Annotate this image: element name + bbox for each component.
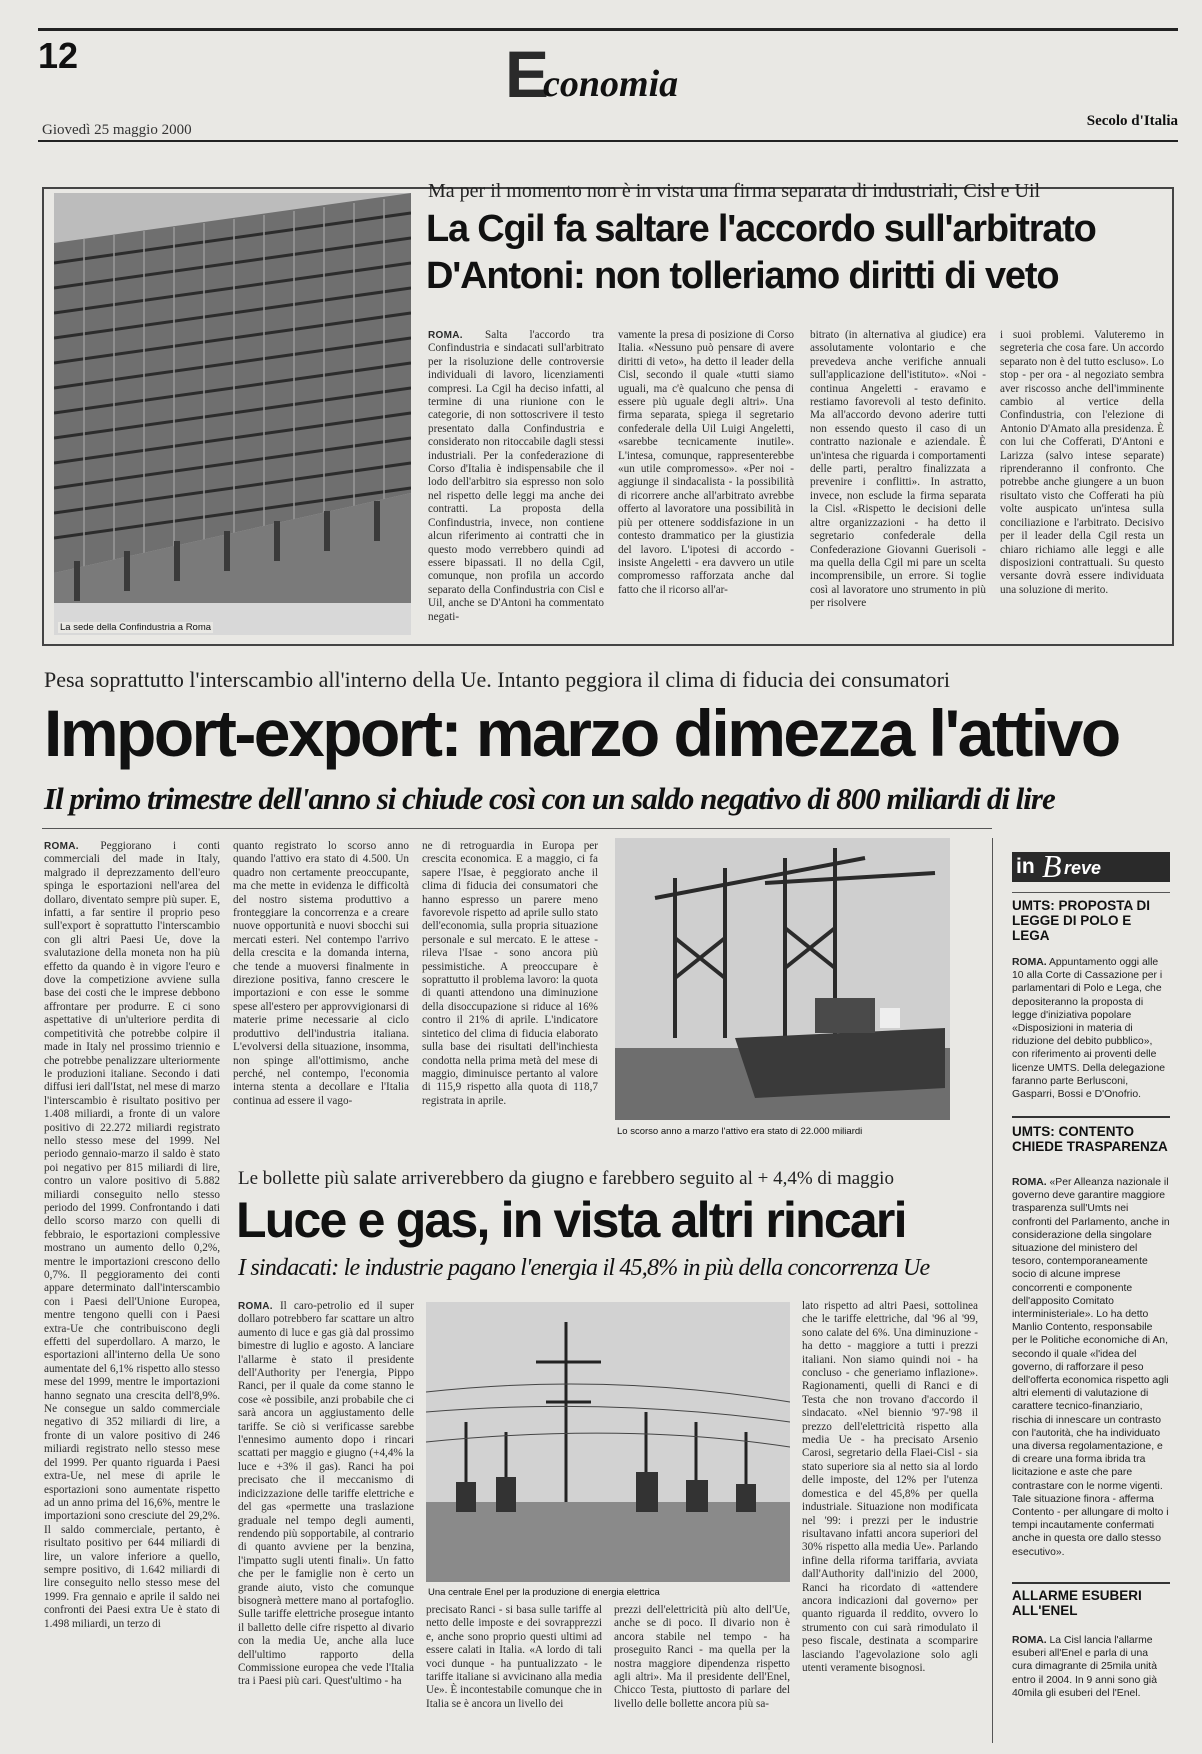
brief-1-title: UMTS: PROPOSTA DI LEGGE DI POLO E LEGA: [1012, 898, 1150, 943]
brief-3-title: ALLARME ESUBERI ALL'ENEL: [1012, 1588, 1142, 1618]
publication-name: Secolo d'Italia: [1086, 113, 1178, 129]
brief-2-body: [1012, 1176, 1170, 1574]
dateline: ROMA.: [1012, 1635, 1047, 1646]
brief-2-title: UMTS: CONTENTO CHIEDE TRASPARENZA: [1012, 1124, 1168, 1154]
article-1-headline-1: La Cgil fa saltare l'accordo sull'arbitrato: [426, 208, 1096, 250]
photo-caption-1: La sede della Confindustria a Roma: [60, 622, 212, 633]
article-2-kicker: Pesa soprattutto l'interscambio all'interno della Ue. Intanto peggiora il clima di fiducia dei consumatori: [44, 667, 951, 692]
brief-2-rule: [1012, 1116, 1170, 1118]
brief-3-body: [1012, 1634, 1170, 1744]
section-name: conomia: [543, 63, 679, 105]
section-title: [505, 37, 679, 111]
cranes-illustration: [615, 838, 950, 1120]
article-3-column-2: precisato Ranci - si basa sulle tariffe al netto delle imposte e dei sovrapprezzi e, anche sono proprio questi ultimi ad essere calati in Italia. «A lordo di tali voci dunque - ha puntualizzato - le tariffe italiane si avvicinano alla media Ue». È incontestabile comunque che in Italia se è ancora un livello dei: [426, 1604, 602, 1710]
in-breve-prefix: in: [1016, 855, 1035, 878]
article-1-headline-2: D'Antoni: non tolleriamo diritti di veto: [426, 255, 1059, 297]
dateline: ROMA.: [238, 1301, 273, 1312]
section-initial: E: [505, 37, 550, 111]
article-3-subhead: I sindacati: le industrie pagano l'energia il 45,8% in più della concorrenza Ue: [238, 1255, 930, 1281]
article-1-column-2: vamente la presa di posizione di Corso Italia. «Nessuno può pensare di avere diritti di veto», ha detto il leader della Cisl, secondo il quale «tutti siamo uguali, ma c'è qualcuno che pensa di essere più uguale degli altri». Una firma separata, spiega il segretario confederale della Uil Luigi Angeletti, «sarebbe tecnicamente inutile». L'intesa, comunque, rappresenterebbe «un utile compromesso». «Per noi - aggiunge il sindacalista - la possibilità di ricorrere anche all'arbitrato avrebbe offerto al lavoratore una possibilità in più per ottenere soddisfazione in un contesto drammatico per la giustizia del lavoro. L'ipotesi di accordo - insiste Angeletti - era davvero un utile compromesso rafforzata anche dal fatto che il ricorso all'ar-: [618, 329, 794, 596]
photo-caption-3: Una centrale Enel per la produzione di energia elettrica: [428, 1587, 660, 1598]
dateline: ROMA.: [44, 841, 79, 852]
sidebar-divider: [992, 838, 993, 1743]
article-1-text-1: Salta l'accordo tra Confindustria e sindacati sull'arbitrato per la risoluzione delle controversie individuali di lavoro, licenziamenti compresi. La Cgil ha deciso infatti, al termine di una riunione con le categorie, di non sottoscrivere il testo presentato dalla Confindustria e considerato non ritoccabile dagli stessi industriali. Per la confederazione di Corso d'Italia è indispensabile che il lodo dell'arbitro sia espresso non solo nel rispetto delle leggi ma anche dei contratti. La proposta della Confindustria, invece, non contiene alcun riferimento ai contratti che in questo modo verrebbero quindi ad essere bipassati. Il no della Cgil, comunque, non profila un accordo separato della Confindustria con Cisl e Uil, anche se D'Antoni ha commentato negati-: [428, 329, 604, 623]
article-2-rule: [42, 828, 992, 829]
article-2-column-2: quanto registrato lo scorso anno quando l'attivo era stato di 4.500. Un quadro non certamente preoccupante, ma che mette in evidenza le difficoltà del nostro sistema produttivo a fronteggiare la concorrenza e a creare nuove opportunità e nuovi sbocchi sui mercati esteri. Nel contempo l'arrivo della crescita e la domanda interna, che tende a muoversi finalmente in direzione positiva, fanno crescere le importazioni e con esse le somme spese all'estero per approvvigionarsi di materie prime necessarie al ciclo produttivo dell'industria italiana. L'evolversi della situazione, insomma, non spinge all'ottimismo, anche perché, nel contempo, l'economia interna stenta a decollare e l'Italia continua ad essere il vago-: [233, 840, 409, 1107]
top-rule: [38, 28, 1178, 31]
in-breve-rest: reve: [1064, 858, 1102, 878]
brief-1-text: Appuntamento oggi alle 10 alla Corte di Cassazione per i parlamentari di Polo e Lega, che depositeranno la proposta di legge d'iniziativa popolare «Disposizioni in materia di riduzione del debito pubblico», con riferimento ai proventi delle licenze UMTS. Della delegazione faranno parte Berlusconi, Gasparri, Bossi e D'Onofrio.: [1012, 957, 1166, 1101]
brief-3-rule: [1012, 1582, 1170, 1584]
article-3-text-1: Il caro-petrolio ed il super dollaro potrebbero far scattare un altro aumento di luce e gas già dal prossimo bimestre di luglio e agosto. A lanciare l'allarme è stato il presidente dell'Authority per l'energia, Pippo Ranci, per il quale da come stanno le cose «è possibile, anzi probabile che ci sarà ancora un aggiustamento delle tariffe. Se ciò si verificasse sarebbe l'ennesimo aumento dopo i rincari scattati per maggio e giugno (+4,4% la luce e +3% il gas). Ranci ha poi precisato che il meccanismo di indicizzazione delle tariffe elettriche e del gas «permette una traslazione graduale nel tempo degli aumenti, rendendo più sopportabile, al contrario di quanto avviene per la benzina, l'impatto sugli utenti finali». Un fatto che per le famiglie non è certo un grande aiuto, visto che comunque bisognerà mettere mano al portafoglio. Sulle tariffe elettriche prosegue intanto il balletto delle cifre rispetto al divario con la media Ue, anche alla luce dell'ultimo rapporto della Commissione europea che vede l'Italia tra i Paesi più cari. Quest'ultimo - ha: [238, 1300, 414, 1688]
brief-1-body: [1012, 956, 1170, 1106]
article-3-kicker: Le bollette più salate arriverebbero da giugno e farebbero seguito al + 4,4% di maggio: [238, 1168, 894, 1189]
issue-date: Giovedì 25 maggio 2000: [42, 122, 192, 138]
article-3-column-3: prezzi dell'elettricità più alto dell'Ue, anche se di poco. Il divario non è ancora stabile nel tempo - ha proseguito Ranci - ma quella per la nostra maggiore dipendenza rispetto agli altri». Ma il presidente dell'Enel, Chicco Testa, piuttosto di parlare del livello delle bollette ancora più sa-: [614, 1604, 790, 1710]
in-breve-initial: B: [1042, 848, 1062, 884]
article-1-kicker: Ma per il momento non è in vista una firma separata di industriali, Cisl e Uil: [428, 180, 1041, 202]
article-1-column-3: bitrato (in alternativa al giudice) era assolutamente volontario e che prevedeva anche verifiche annuali sull'applicazione dell'istituto». «Noi - continua Angeletti - eravamo e restiamo favorevoli al testo definito. Ma all'accordo devono aderire tutti non essendo questo il caso di un contratto nazionale e aziendale. È un'intesa che riguarda i comportamenti delle parti, peraltro finalizzata a prevenire i conflitti». In astratto, invece, non esclude la firma separata la Cisl. «Rispetto le decisioni delle altre organizzazioni - ha detto il segretario confederale della Confederazione Giovanni Guerisoli - ma quella della Cgil mi pare un scelta incomprensibile, un errore. Si toglie così al lavoratore uno strumento in più per risolvere: [810, 329, 986, 610]
article-3-column-1: [238, 1300, 414, 1744]
power-station-illustration: [426, 1302, 790, 1582]
port-cranes-photo: [615, 838, 950, 1120]
article-2-subhead: Il primo trimestre dell'anno si chiude così con un saldo negativo di 800 miliardi di lire: [44, 781, 1055, 816]
article-1-column-4: i suoi problemi. Valuteremo in segreteria che cosa fare. Un accordo separato non è del tutto escluso». Lo stop - per ora - al negoziato sembra aver riscosso anche dell'imminente cambio al vertice della Confindustria, con l'elezione di Antonio D'Amato alla presidenza. È con lui che Cofferati, D'Antoni e Larizza (salvo intese separate) riprenderanno il confronto. Che potrebbe anche giungere a un buon risultato visto che Cofferati ha più volte auspicato un'intesa sulla conciliazione e l'arbitrato. Decisivo per il leader della Cgil resta un chiaro richiamo alle leggi e alle disposizioni contrattuali. Su questo versante dovrà essere individuata una soluzione di merito.: [1000, 329, 1164, 596]
power-station-photo: [426, 1302, 790, 1582]
article-2-text-1: Peggiorano i conti commerciali del made in Italy, malgrado il deprezzamento dell'euro spinga le esportazioni nell'area del dollaro, diventato sempre più super. E, infatti, a far sentire il proprio peso sull'export è soprattutto l'interscambio con gli altri Paesi Ue, dove la svalutazione della moneta non ha più effetto da quando è in vigore l'euro e dove la competizione avviene sulla base dei costi che le imprese debbono affrontare per produrre. E ci sono aspettative di un'ulteriore perdita di competitività che potrebbe colpire il made in Italy nel prossimo triennio e che potrebbe penalizzare ulteriormente le produzioni italiane. Secondo i dati diffusi ieri dall'Istat, nel mese di marzo l'interscambio è risultato positivo per 1.408 miliardi, a fronte di un valore positivo di 22.272 miliardi registrato nello stesso mese del 1999. Nel periodo gennaio-marzo il saldo è stato poi negativo per 815 miliardi di lire, contro un valore positivo di 5.882 miliardi conseguito nello stesso periodo del 1999. Confrontando i dati dello scorso marzo con quelli di febbraio, le esportazioni complessive mostrano un aumento dello 0,2%, mentre le importazioni crescono dello 0,7%. Il peggioramento dei conti appare determinato dall'interscambio con i Paesi dell'Unione Europea, mentre tengono quelli con i Paesi extra-Ue che contribuiscono degli effetti del superdollaro. A marzo, le esportazioni all'interno della Ue sono aumentate del 6,1% rispetto allo stesso mese del 1999, mentre le importazioni hanno segnato una crescita dell'8,9%. Ne consegue un saldo commerciale negativo di 352 miliardi di lire, a fronte di un valore positivo di 246 miliardi registrato nello stesso mese del 1999. Per quanto riguarda i Paesi extra-Ue, nel mese di aprile le esportazioni sono aumentate rispetto ad un anno prima del 16,6%, mentre le importazioni sono cresciute del 29,2%. Il saldo commerciale, pertanto, è risultato positivo per 644 miliardi di lire, un valore inferiore a quello, sempre positivo, di 1.642 miliardi di lire conseguito nello stesso mese del 1999. Fra gennaio e aprile il saldo nei confronti dei Paesi extra Ue è stato di 1.498 miliardi, un terzo di: [44, 840, 220, 1630]
article-3-column-4: lato rispetto ad altri Paesi, sottolinea che le tariffe elettriche, dal '96 al '99, sono calate del 6%. Una diminuzione - ha detto - maggiore a tutti i prezzi italiani. Non siamo quindi noi - ha concluso - che generiamo inflazione». Ragionamenti, quelli di Ranci e di Testa che non trovano d'accordo il sindacato. «Nel biennio '97-'98 il prezzo dell'elettricità rispetto alla media Ue - ha precisato Arsenio Carosi, segretario della Flaei-Cisl - sia stato superiore sia al netto sia al lordo delle imposte, del 12% per l'utenza domestica e del 45,8% per quella industriale. Situazione non modificata nel '99: i prezzi per le industrie risultavano infatti ancora superiori del 30% rispetto alla media Ue». Parlando infine della riforma tariffaria, avviata dall'Authority dall'inizio del 2000, Ranci ha ricordato di «attendere ancora indicazioni dal governo» per quanto riguarda il reddito, ovvero lo strumento con cui sarà rimodulato il peso fiscale, destinata a scomparire lasciando l'agevolazione solo agli utenti veramente bisognosi.: [802, 1300, 978, 1674]
brief-2-text: «Per Alleanza nazionale il governo deve garantire maggiore trasparenza sull'Umts nei confronti del Parlamento, anche in considerazione della singolare situazione del ministero del tesoro, contemporaneamente socio di alcune imprese concorrenti e componente dell'apposito Comitato interministeriale». Lo ha detto Manlio Contento, responsabile per le Politiche economiche di An, secondo il quale «l'idea del governo, di rafforzare il peso dell'offerta economica rispetto agli altri elementi di valutazione di carattere tecnico-finanziario, rischia di innescare un contrasto con l'autorità, che ha individuato una diversa regolamentazione, e di creare una forma ibrida tra licitazione e aste che pare contrastare con le norme vigenti. Tale situazione finora - afferma Contento - per allungare di molto i tempi incautamente confermati anche in questa ore dallo stesso esecutivo».: [1012, 1177, 1170, 1558]
building-illustration: [54, 193, 411, 635]
dateline: ROMA.: [428, 330, 463, 341]
article-2-column-1: [44, 840, 220, 1744]
header-rule: [38, 140, 1178, 142]
article-2-headline: Import-export: marzo dimezza l'attivo: [44, 696, 1119, 770]
article-1-column-1: [428, 329, 604, 636]
article-3-headline: Luce e gas, in vista altri rincari: [236, 1192, 906, 1248]
brief-1-rule: [1012, 892, 1170, 893]
dateline: ROMA.: [1012, 957, 1047, 968]
dateline: ROMA.: [1012, 1177, 1047, 1188]
article-2-column-3: ne di retroguardia in Europa per crescita economica. E a maggio, ci fa sapere l'Isae, è peggiorato anche il clima di fiducia dei consumatori che hanno espresso un parere meno favorevole rispetto ad aprile sullo stato dell'economia, sulla propria situazione personale e sul mercato. E le attese - rileva l'Isae - sono ancora più pessimistiche. A preoccupare è soprattutto il problema lavoro: la quota di quanti attendono una diminuzione della disoccupazione si riduce al 16% contro il 21% di aprile. L'indicatore sintetico del clima di fiducia elaborato sulla base dei risultati dell'inchiesta condotta nella prima metà del mese di maggio, diminuisce pertanto al valore di 115,9 rispetto alla quota di 118,7 registrata in aprile.: [422, 840, 598, 1107]
brief-3-text: La Cisl lancia l'allarme esuberi all'Enel e parla di una cura dimagrante di 25mila unità entro il 2004. In 9 anni sono già 40mila gli esuberi del l'Enel.: [1012, 1635, 1157, 1699]
page-number: 12: [38, 35, 79, 76]
photo-caption-2: Lo scorso anno a marzo l'attivo era stato di 22.000 miliardi: [617, 1126, 863, 1137]
confindustria-building-photo: [54, 193, 411, 635]
in-breve-logo: [1012, 848, 1170, 884]
